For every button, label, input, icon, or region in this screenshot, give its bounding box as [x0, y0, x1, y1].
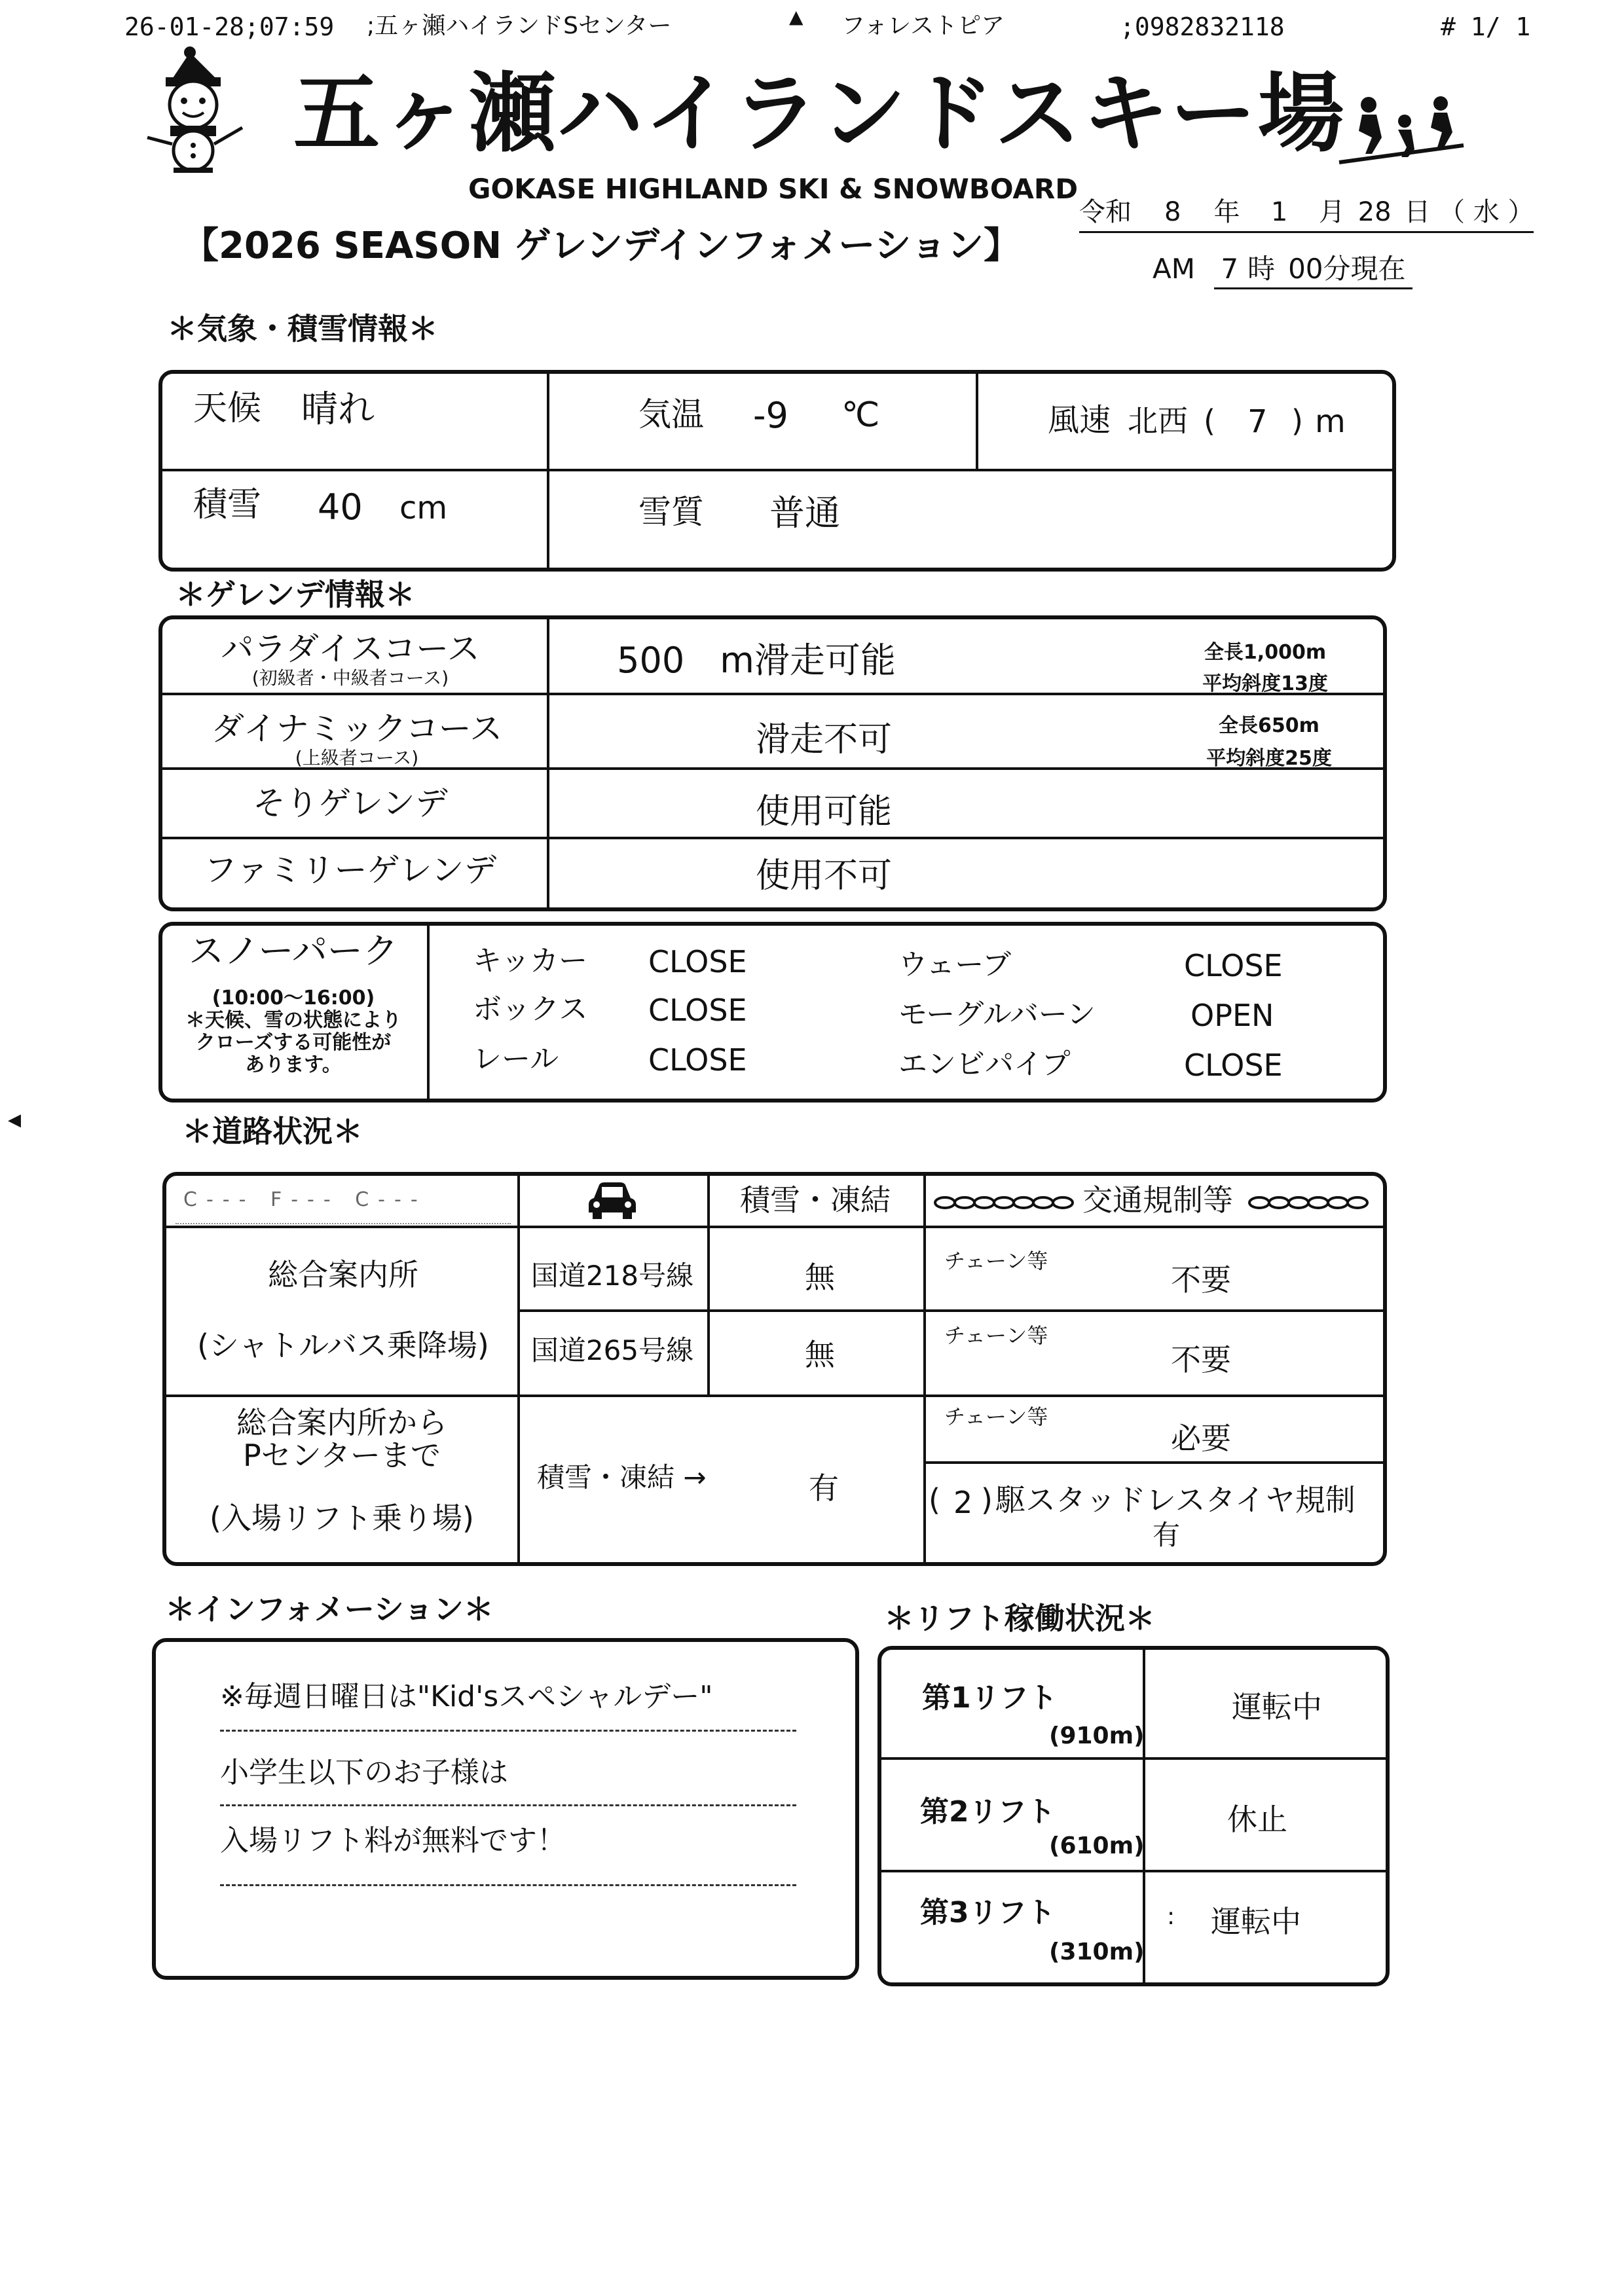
- park-item-mogul: モーグルバーン: [898, 998, 1096, 1031]
- road-office-label: 総合案内所: [268, 1257, 418, 1292]
- park-item-box: ボックス: [473, 993, 588, 1026]
- slope-length-dynamic: 全長650m: [1219, 714, 1320, 737]
- lifts-col-divider: [1143, 1648, 1145, 1984]
- road-row-divider-2: [164, 1394, 1385, 1397]
- snowman-mascot-icon: [134, 46, 252, 173]
- park-status-pipe: CLOSE: [1184, 1048, 1283, 1083]
- lift-1-length: (910m): [1049, 1722, 1145, 1749]
- info-heading: ＊インフォメーション＊: [165, 1592, 494, 1627]
- route-265-chain-label: チェーン等: [944, 1323, 1048, 1348]
- route-218-name: 国道218号線: [530, 1260, 694, 1292]
- road-row-divider-3: [925, 1461, 1385, 1464]
- fax-datetime: 26-01-28;07:59: [124, 12, 335, 41]
- slope-status-paradise: 500 m滑走可能: [617, 640, 896, 681]
- slope-name-paradise: パラダイスコース: [221, 630, 480, 668]
- chain-icon-right: [1247, 1194, 1382, 1211]
- date-era: 令和: [1079, 197, 1132, 227]
- slopes-col-divider: [547, 617, 549, 909]
- info-rule-1: [220, 1730, 796, 1732]
- lift-1-name: 第1リフト: [922, 1681, 1058, 1715]
- road-row-divider-1: [519, 1309, 1385, 1312]
- access-chain-label: チェーン等: [944, 1404, 1048, 1429]
- date-weekday: （ 水 ）: [1439, 197, 1534, 227]
- park-item-kicker: キッカー: [473, 944, 588, 977]
- route-218-chain-value: 不要: [1171, 1262, 1231, 1298]
- snowpark-hours: (10:00～16:00): [212, 987, 375, 1010]
- park-item-pipe: エンビパイプ: [898, 1048, 1071, 1081]
- route-218-chain-label: チェーン等: [944, 1248, 1048, 1273]
- road-col-divider-2: [707, 1174, 710, 1394]
- skiers-icon: [1336, 92, 1467, 170]
- wind-speed: 7: [1247, 403, 1268, 440]
- report-date: [1079, 191, 1534, 233]
- car-icon: [586, 1180, 638, 1220]
- lift-2-name: 第2リフト: [920, 1795, 1056, 1829]
- slope-angle-paradise: 平均斜度13度: [1202, 672, 1328, 695]
- route-265-chain-value: 不要: [1171, 1342, 1231, 1377]
- fax-phone: ;0982832118: [1120, 12, 1285, 41]
- studless-close-paren: ): [981, 1482, 993, 1518]
- park-status-wave: CLOSE: [1184, 948, 1283, 983]
- info-line-3: 入場リフト料が無料です！: [220, 1824, 566, 1857]
- page-title: 五ヶ瀬ハイランドスキー場: [293, 64, 1346, 164]
- lifts-row-divider-1: [879, 1757, 1388, 1760]
- slope-length-paradise: 全長1,000m: [1204, 641, 1327, 664]
- road-header-traffic: 交通規制等: [1082, 1182, 1233, 1218]
- lifts-heading: ＊リフト稼働状況＊: [884, 1601, 1155, 1636]
- route-265-snow: 無: [805, 1337, 835, 1372]
- route-218-snow: 無: [805, 1260, 835, 1295]
- road-col-divider-1: [517, 1174, 520, 1564]
- wind-close-paren: ): [1291, 403, 1303, 439]
- lift-2-status: 休止: [1227, 1802, 1287, 1837]
- condition-value: 晴れ: [301, 388, 375, 431]
- temp-unit: ℃: [841, 395, 880, 435]
- snow-depth-value: 40: [318, 486, 363, 528]
- date-year-unit: 年: [1213, 197, 1240, 227]
- time-hour-unit: 時: [1247, 253, 1276, 285]
- slope-name-dynamic: ダイナミックコース: [211, 710, 503, 748]
- chain-icon: [933, 1194, 1077, 1211]
- slopes-row-divider-1: [160, 693, 1385, 695]
- snowpark-note-line-3: あります。: [245, 1053, 342, 1076]
- road-header-snow: 積雪・凍結: [740, 1182, 891, 1218]
- studless-open-paren: (: [929, 1482, 940, 1518]
- lift-1-status: 運転中: [1232, 1689, 1322, 1724]
- fax-sender: ;五ヶ瀬ハイランドSセンター: [367, 12, 672, 39]
- access-label-1: 総合案内所から: [236, 1405, 447, 1440]
- info-line-2: 小学生以下のお子様は: [220, 1756, 508, 1789]
- slopes-heading: ＊ゲレンデ情報＊: [175, 577, 415, 612]
- slope-sub-paradise: (初級者・中級者コース): [251, 667, 449, 689]
- lifts-row-divider-2: [879, 1870, 1388, 1872]
- lift-3-stray-mark: :: [1167, 1903, 1175, 1930]
- weather-row-divider: [160, 469, 1393, 471]
- park-status-box: CLOSE: [648, 993, 747, 1028]
- park-status-rail: CLOSE: [648, 1042, 747, 1078]
- wind-open-paren: (: [1204, 403, 1215, 439]
- snowpark-col-divider: [427, 924, 430, 1101]
- snow-quality-value: 普通: [769, 492, 840, 534]
- slopes-row-divider-3: [160, 837, 1385, 839]
- info-line-1: ※毎週日曜日は"Kid'sスペシャルデー": [220, 1680, 713, 1713]
- date-year: 8: [1164, 197, 1181, 227]
- slope-sub-dynamic: (上級者コース): [295, 747, 419, 769]
- info-rule-3: [220, 1884, 796, 1886]
- road-header-blurred-underline: [175, 1223, 511, 1224]
- lift-3-length: (310m): [1049, 1939, 1145, 1965]
- studless-value: 有: [1153, 1519, 1181, 1551]
- time-minute-unit: 分現在: [1323, 253, 1406, 285]
- lift-2-length: (610m): [1049, 1832, 1145, 1859]
- time-value: [1214, 253, 1412, 289]
- lift-3-status: 運転中: [1211, 1904, 1301, 1939]
- access-snow-label: 積雪・凍結 →: [537, 1461, 707, 1493]
- fax-page: # 1/ 1: [1441, 12, 1531, 41]
- slope-name-family: ファミリーゲレンデ: [204, 851, 497, 889]
- slope-status-dynamic: 滑走不可: [755, 720, 893, 759]
- snowpark-note-line-1: ＊天候、雪の状態により: [185, 1009, 401, 1032]
- road-header-divider: [164, 1226, 1385, 1228]
- snowpark-title: スノーパーク: [189, 930, 398, 972]
- wind-label: 風速: [1048, 402, 1111, 439]
- info-rule-2: [220, 1804, 796, 1806]
- time-minute: 00: [1288, 253, 1323, 285]
- slope-status-sled: 使用可能: [755, 792, 893, 831]
- snowpark-note-line-2: クローズする可能性が: [195, 1031, 392, 1054]
- access-chain-value: 必要: [1171, 1421, 1231, 1456]
- road-heading: ＊道路状況＊: [182, 1114, 363, 1149]
- studless-label: 駆スタッドレスタイヤ規制: [995, 1482, 1356, 1518]
- date-month-unit: 月: [1318, 197, 1345, 227]
- margin-marker: ◀: [8, 1110, 21, 1130]
- road-office-sub: (シャトルバス乗降場): [197, 1328, 489, 1363]
- park-status-kicker: CLOSE: [648, 944, 747, 979]
- weather-heading: ＊気象・積雪情報＊: [167, 311, 438, 346]
- report-time: [1153, 247, 1412, 287]
- date-day-unit: 日: [1404, 197, 1431, 227]
- weather-col-divider-2: [976, 372, 978, 470]
- park-item-rail: レール: [473, 1042, 559, 1076]
- weather-col-divider: [547, 372, 549, 570]
- lift-3-name: 第3リフト: [920, 1896, 1056, 1929]
- snow-depth-unit: cm: [399, 490, 448, 526]
- access-sub: (入場リフト乗り場): [210, 1501, 474, 1536]
- studless-drive: 2: [953, 1485, 973, 1520]
- fax-recipient: フォレストピア: [841, 12, 1005, 39]
- access-label-2: Pセンターまで: [243, 1438, 441, 1473]
- fax-marker: ▲: [789, 6, 803, 27]
- time-hour: 7: [1221, 253, 1239, 285]
- condition-label: 天候: [193, 389, 262, 428]
- season-banner: 【2026 SEASON ゲレンデインフォメーション】: [182, 225, 1021, 267]
- date-month: 1: [1270, 197, 1288, 227]
- road-header-blurred: C--- F--- C---: [183, 1188, 427, 1211]
- road-col-divider-3: [923, 1174, 926, 1564]
- park-status-mogul: OPEN: [1190, 998, 1274, 1033]
- route-265-name: 国道265号線: [530, 1334, 694, 1366]
- snow-quality-label: 雪質: [638, 493, 704, 531]
- slope-status-family: 使用不可: [755, 856, 893, 896]
- time-ampm: AM: [1153, 253, 1195, 285]
- title-english: GOKASE HIGHLAND SKI & SNOWBOARD: [468, 173, 1079, 205]
- access-snow-value: 有: [809, 1470, 839, 1506]
- temp-label: 気温: [638, 395, 704, 433]
- temp-value: -9: [753, 395, 788, 436]
- wind-direction: 北西: [1128, 403, 1188, 439]
- snow-depth-label: 積雪: [193, 485, 262, 524]
- park-item-wave: ウェーブ: [898, 948, 1012, 981]
- slope-angle-dynamic: 平均斜度25度: [1206, 747, 1332, 770]
- wind-unit: m: [1315, 403, 1346, 440]
- slope-name-sled: そりゲレンデ: [253, 784, 448, 822]
- date-day: 28: [1357, 197, 1392, 227]
